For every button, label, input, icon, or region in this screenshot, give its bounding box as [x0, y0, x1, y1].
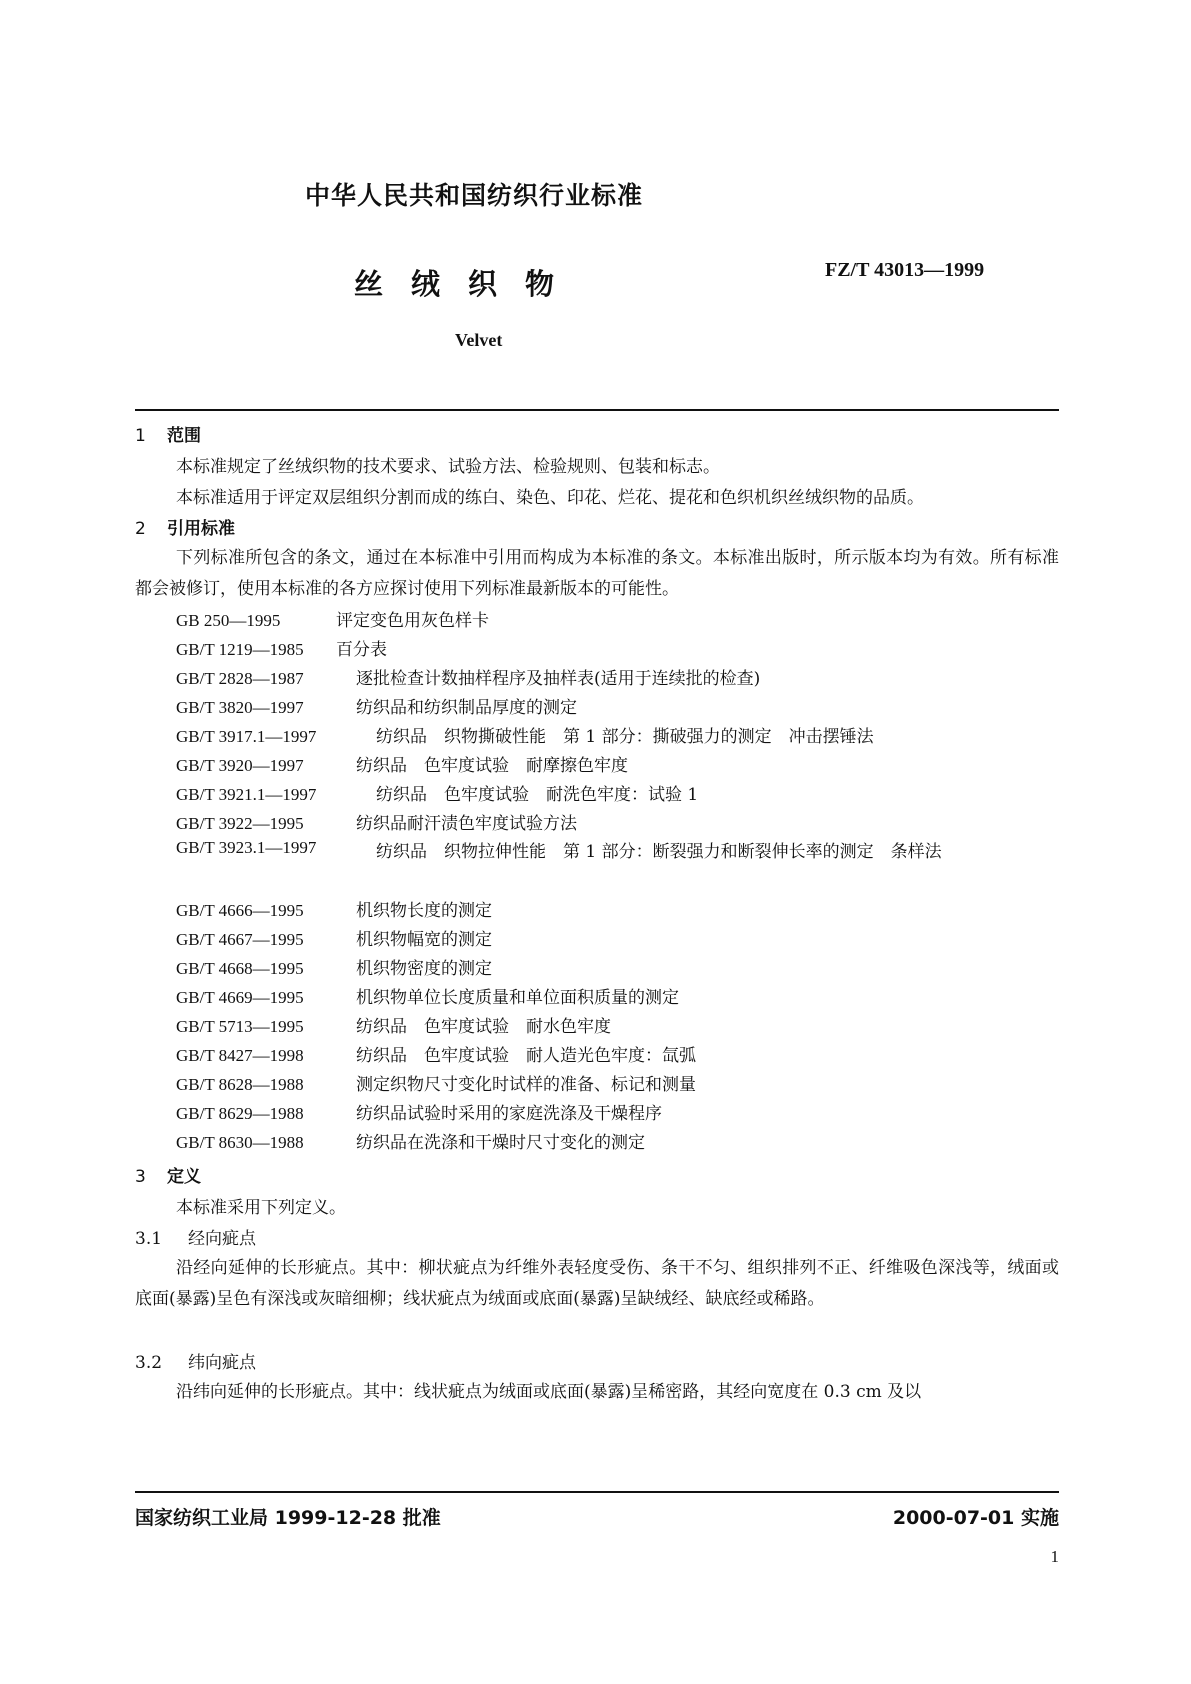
reference-item [176, 722, 874, 747]
section-3-1-title: 经向疵点 [188, 1229, 256, 1249]
reference-code: GB/T 4668—1995 [176, 959, 304, 978]
reference-code: GB/T 3923.1—1997 [176, 838, 317, 857]
reference-item [176, 664, 760, 689]
section-2-intro: 下列标准所包含的条文，通过在本标准中引用而构成为本标准的条文。本标准出版时，所示版本均为有效。所有标准都会被修订，使用本标准的各方应探讨使用下列标准最新版本的可能性。 [135, 548, 1059, 599]
header-divider [135, 409, 1059, 411]
reference-title: 逐批检查计数抽样程序及抽样表(适用于连续批的检查) [356, 669, 761, 689]
reference-code: GB/T 1219—1985 [176, 640, 304, 659]
section-2-title: 引用标准 [167, 519, 235, 539]
reference-item [176, 1012, 611, 1037]
reference-item [176, 925, 492, 950]
reference-title: 纺织品 色牢度试验 耐摩擦色牢度 [356, 756, 628, 776]
section-2-heading [135, 514, 235, 539]
reference-code: GB 250—1995 [176, 611, 281, 630]
reference-title: 纺织品 色牢度试验 耐水色牢度 [356, 1017, 611, 1037]
section-2-number: 2 [135, 519, 146, 539]
section-3-1-text: 沿经向延伸的长形疵点。其中：柳状疵点为纤维外表轻度受伤、条干不匀、组织排列不正、纤维吸色深浅等，绒面或底面(暴露)呈色有深浅或灰暗细柳；线状疵点为绒面或底面(暴露)呈缺绒经、缺底经或稀路。 [135, 1258, 1059, 1309]
footer-divider [135, 1491, 1059, 1493]
reference-code: GB/T 8630—1988 [176, 1133, 304, 1152]
section-3-2-text: 沿纬向延伸的长形疵点。其中：线状疵点为绒面或底面(暴露)呈稀密路，其经向宽度在 0.3 cm 及以 [176, 1382, 922, 1402]
doc-title: 丝绒织物 [354, 267, 583, 301]
section-3-heading [135, 1162, 201, 1187]
reference-item [176, 606, 489, 631]
reference-item [176, 954, 492, 979]
reference-item [176, 693, 577, 718]
section-1-title: 范围 [167, 426, 201, 446]
reference-title: 纺织品 织物拉伸性能 第 1 部分：断裂强力和断裂伸长率的测定 条样法 [376, 842, 942, 862]
reference-item [176, 635, 387, 660]
section-3-intro: 本标准采用下列定义。 [176, 1198, 346, 1218]
reference-item [176, 1099, 662, 1124]
reference-code: GB/T 8629—1988 [176, 1104, 304, 1123]
reference-item [176, 1041, 696, 1066]
page-number: 1 [1050, 1547, 1059, 1566]
reference-code: GB/T 2828—1987 [176, 669, 304, 688]
section-3-number: 3 [135, 1167, 146, 1187]
reference-code: GB/T 8628—1988 [176, 1075, 304, 1094]
reference-item [176, 1070, 696, 1095]
section-3-2-title: 纬向疵点 [188, 1353, 256, 1373]
reference-title: 纺织品 织物撕破性能 第 1 部分：撕破强力的测定 冲击摆锤法 [376, 727, 874, 747]
reference-title: 机织物单位长度质量和单位面积质量的测定 [356, 988, 679, 1008]
reference-code: GB/T 8427—1998 [176, 1046, 304, 1065]
reference-code: GB/T 4669—1995 [176, 988, 304, 1007]
section-3-2-number: 3.2 [135, 1353, 163, 1373]
reference-item [176, 896, 492, 921]
section-3-title: 定义 [167, 1167, 201, 1187]
section-1-paragraph-2: 本标准适用于评定双层组织分割而成的练白、染色、印花、烂花、提花和色织机织丝绒织物的品质。 [176, 488, 924, 508]
reference-code: GB/T 4667—1995 [176, 930, 304, 949]
reference-item [176, 1128, 645, 1153]
reference-title: 机织物幅宽的测定 [356, 930, 492, 950]
reference-item [176, 780, 698, 805]
reference-title: 机织物密度的测定 [356, 959, 492, 979]
effective-date: 2000-07-01 实施 [892, 1507, 1059, 1529]
section-1-heading [135, 421, 201, 446]
reference-title: 纺织品 色牢度试验 耐人造光色牢度：氙弧 [356, 1046, 696, 1066]
reference-item [176, 809, 577, 834]
reference-title: 纺织品耐汗渍色牢度试验方法 [356, 814, 577, 834]
reference-code: GB/T 5713—1995 [176, 1017, 304, 1036]
section-3-1-number: 3.1 [135, 1229, 163, 1249]
reference-title: 测定织物尺寸变化时试样的准备、标记和测量 [356, 1075, 696, 1095]
reference-title: 百分表 [336, 640, 387, 660]
reference-item [176, 751, 628, 776]
reference-title: 纺织品试验时采用的家庭洗涤及干燥程序 [356, 1104, 662, 1124]
reference-title: 纺织品 色牢度试验 耐洗色牢度：试验 1 [376, 785, 699, 805]
reference-title: 机织物长度的测定 [356, 901, 492, 921]
reference-item [176, 983, 679, 1008]
section-1-paragraph-1: 本标准规定了丝绒织物的技术要求、试验方法、检验规则、包装和标志。 [176, 457, 720, 477]
reference-title: 纺织品和纺织制品厚度的测定 [356, 698, 577, 718]
reference-code: GB/T 4666—1995 [176, 901, 304, 920]
reference-item [176, 838, 1016, 867]
reference-code: GB/T 3920—1997 [176, 756, 304, 775]
reference-title: 纺织品在洗涤和干燥时尺寸变化的测定 [356, 1133, 645, 1153]
reference-code: GB/T 3922—1995 [176, 814, 304, 833]
english-title: Velvet [455, 330, 503, 350]
reference-code: GB/T 3820—1997 [176, 698, 304, 717]
org-title: 中华人民共和国纺织行业标准 [305, 181, 644, 210]
reference-code: GB/T 3921.1—1997 [176, 785, 317, 804]
reference-title: 评定变色用灰色样卡 [336, 611, 489, 631]
section-3-2-heading [135, 1348, 256, 1373]
standard-code: FZ/T 43013—1999 [825, 259, 985, 281]
section-1-number: 1 [135, 426, 146, 446]
reference-code: GB/T 3917.1—1997 [176, 727, 317, 746]
approval-line: 国家纺织工业局 1999-12-28 批准 [135, 1507, 441, 1529]
section-3-1-heading [135, 1224, 256, 1249]
